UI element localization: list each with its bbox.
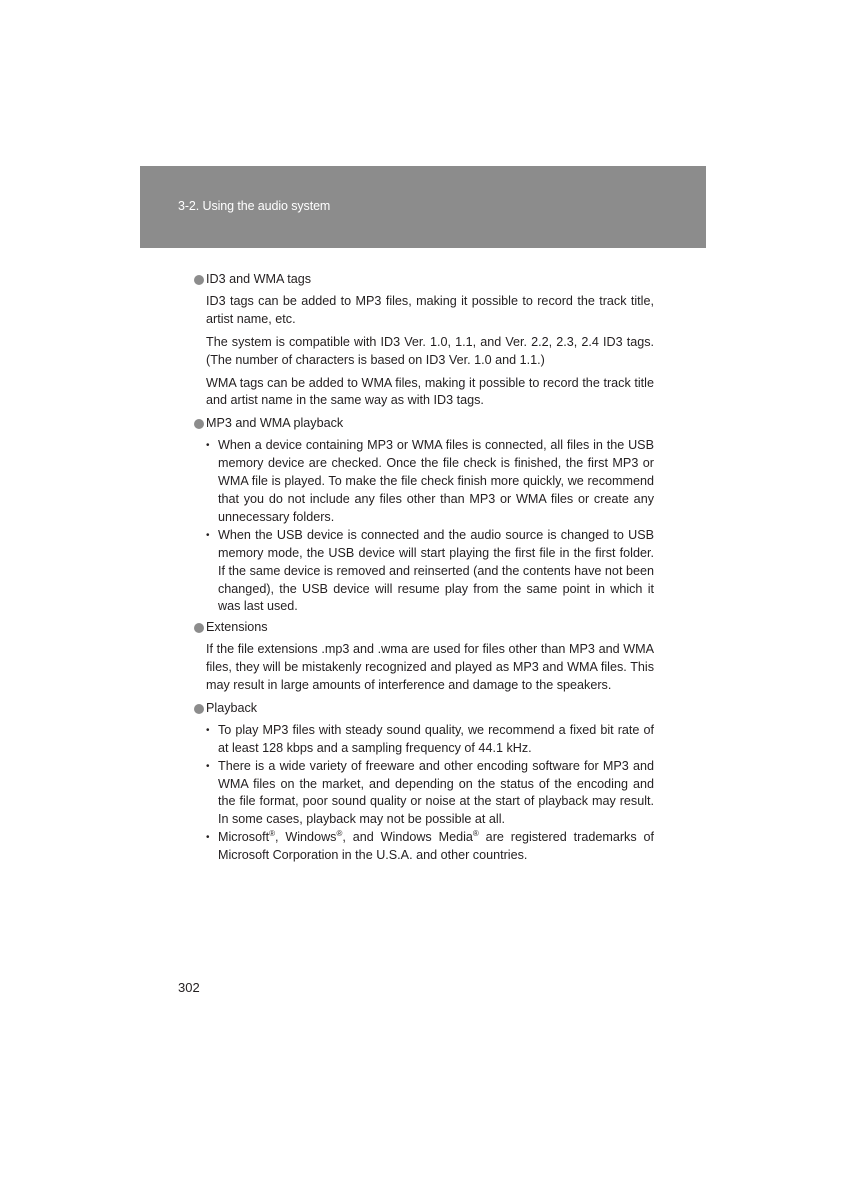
page-number: 302 (178, 980, 200, 995)
section-heading-text: Extensions (206, 620, 268, 635)
bullet-dot-icon (194, 275, 204, 285)
trademark-text: are registered trademarks of Microsoft Corporation in the U.S.A. and other countries. (218, 830, 654, 863)
bullet-dot-icon (194, 623, 204, 633)
bullet-list (206, 437, 654, 616)
list-item (206, 722, 654, 758)
page-content (194, 271, 654, 868)
bullet-dot-icon (194, 704, 204, 714)
list-item-text: There is a wide variety of freeware and other encoding software for MP3 and WMA files on the market, and depending on the status of the encoding and the file format, poor sound quality or noise at the start of playback may result. In some cases, playback may not be possible at all. (218, 758, 654, 827)
registered-mark: ® (269, 829, 275, 839)
trademark-microsoft: Microsoft (218, 830, 270, 845)
paragraph: ID3 tags can be added to MP3 files, making it possible to record the track title, artist name, etc. (206, 293, 654, 326)
trademark-windows-media: , and Windows Media (342, 830, 473, 845)
registered-mark: ® (472, 829, 479, 839)
bullet-icon: • (206, 760, 210, 772)
list-item (206, 437, 654, 527)
paragraph: The system is compatible with ID3 Ver. 1.0, 1.1, and Ver. 2.2, 2.3, 2.4 ID3 tags. (The number of characters is based on ID3 Ver. 1.0 and 1.1.) (206, 334, 654, 367)
section-heading (194, 415, 654, 433)
bullet-icon: • (206, 440, 210, 452)
bullet-icon: • (206, 832, 210, 844)
list-item (206, 758, 654, 830)
list-item-text: When the USB device is connected and the audio source is changed to USB memory mode, the USB device will start playing the first file in the first folder. If the same device is removed and reinserted (and the contents have not been changed), the USB device will resume play from the same point in which it was last used. (218, 527, 654, 614)
bullet-dot-icon (194, 419, 204, 429)
section-title: 3-2. Using the audio system (178, 199, 331, 213)
paragraph: WMA tags can be added to WMA files, making it possible to record the track title and artist name in the same way as with ID3 tags. (206, 375, 654, 408)
section-heading (194, 619, 654, 637)
trademark-item (206, 829, 654, 865)
bullet-list (206, 722, 654, 865)
list-item (206, 527, 654, 617)
paragraph: If the file extensions .mp3 and .wma are used for files other than MP3 and WMA files, they will be mistakenly recognized and played as MP3 and WMA files. This may result in large amounts of interference and damage to the speakers. (206, 642, 654, 693)
section-heading-text: ID3 and WMA tags (206, 272, 311, 286)
bullet-icon: • (206, 724, 210, 736)
section-heading (194, 700, 654, 718)
section-header-band (140, 166, 706, 248)
list-item-text: To play MP3 files with steady sound quality, we recommend a fixed bit rate of at least 128 kbps and a sampling frequency of 44.1 kHz. (218, 722, 654, 755)
section-heading-text: MP3 and WMA playback (206, 416, 344, 431)
list-item-text: When a device containing MP3 or WMA files is connected, all files in the USB memory device are checked. Once the file check is finished, the first MP3 or WMA file is played. To make the file check finish more quickly, we recommend that you do not include any files other than MP3 or WMA files or create any unnecessary folders. (218, 438, 654, 524)
registered-mark: ® (336, 829, 343, 839)
bullet-icon: • (206, 529, 210, 541)
section-heading (194, 271, 654, 289)
trademark-windows: , Windows (275, 830, 337, 845)
section-heading-text: Playback (206, 700, 258, 715)
